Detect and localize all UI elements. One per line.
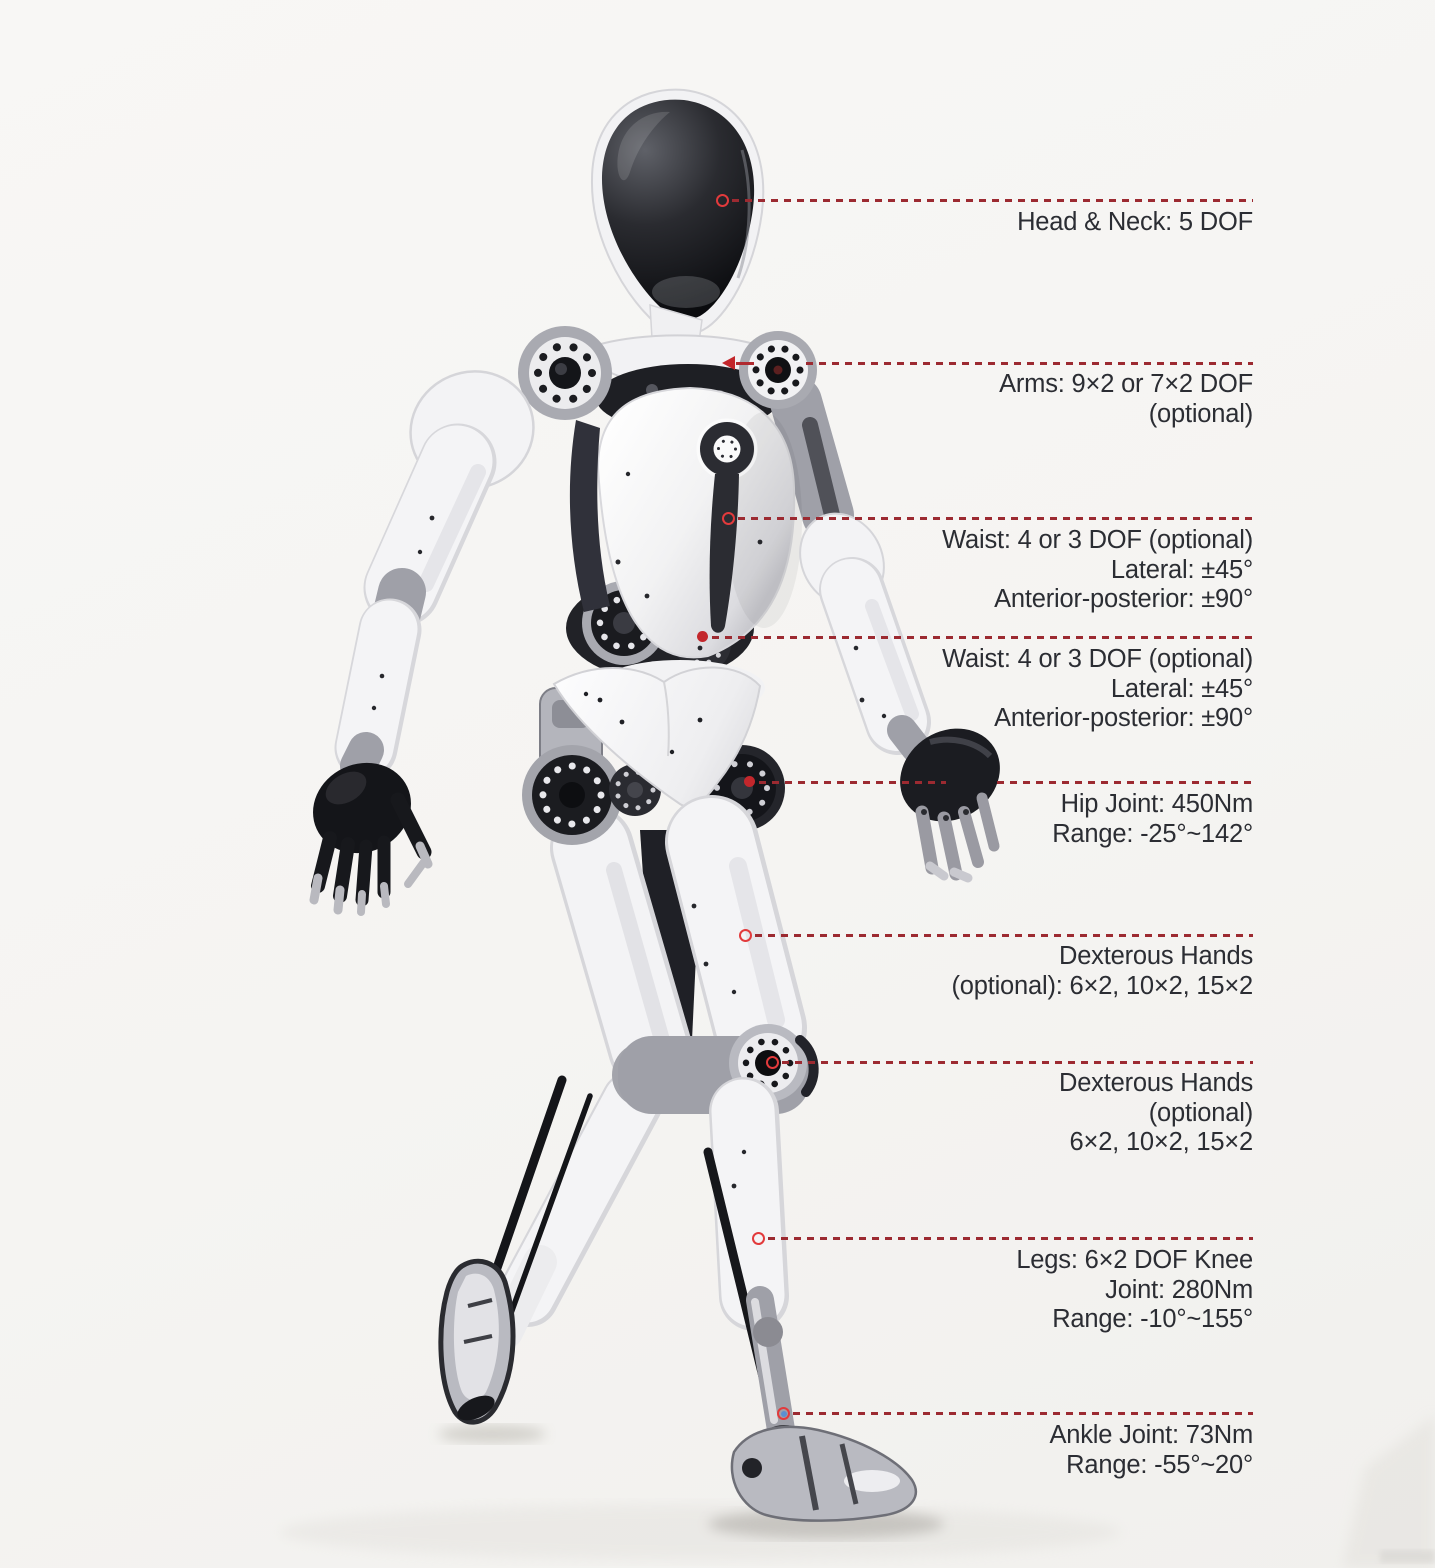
left-arm bbox=[298, 353, 551, 912]
robot-head bbox=[592, 90, 763, 334]
label-line: Legs: 6×2 DOF Knee bbox=[1016, 1246, 1253, 1274]
label-line: (optional): 6×2, 10×2, 15×2 bbox=[951, 971, 1253, 1000]
label-line: Range: -55°~20° bbox=[1066, 1450, 1253, 1479]
label-line: Lateral: ±45° bbox=[1110, 674, 1253, 703]
label-line: Range: -25°~142° bbox=[1052, 819, 1253, 848]
label-line: Hip Joint: 450Nm bbox=[1060, 790, 1253, 818]
label-line: Arms: 9×2 or 7×2 DOF bbox=[999, 370, 1253, 398]
label-line: Dexterous Hands bbox=[1058, 1069, 1253, 1097]
label-line: Anterior-posterior: ±90° bbox=[994, 704, 1253, 732]
label-line: Range: -10°~155° bbox=[1052, 1305, 1253, 1333]
label-line: Waist: 4 or 3 DOF (optional) bbox=[942, 645, 1253, 673]
label-line: Dexterous Hands bbox=[1058, 942, 1253, 970]
label-line: Joint: 280Nm bbox=[1105, 1275, 1253, 1304]
label-line: Lateral: ±45° bbox=[1110, 555, 1253, 584]
label-line: (optional) bbox=[1148, 399, 1253, 428]
right-arm bbox=[784, 499, 1017, 878]
label-line: Head & Neck: 5 DOF bbox=[1017, 208, 1253, 236]
label-line: Waist: 4 or 3 DOF (optional) bbox=[942, 526, 1253, 554]
left-hand bbox=[298, 747, 428, 912]
corner-smudge bbox=[1342, 1415, 1435, 1568]
ground-shadows bbox=[280, 1425, 1120, 1560]
label-line: (optional) bbox=[1148, 1098, 1253, 1127]
label-line: Anterior-posterior: ±90° bbox=[994, 585, 1253, 613]
label-line: Ankle Joint: 73Nm bbox=[1049, 1421, 1253, 1449]
label-line: 6×2, 10×2, 15×2 bbox=[1069, 1128, 1253, 1156]
